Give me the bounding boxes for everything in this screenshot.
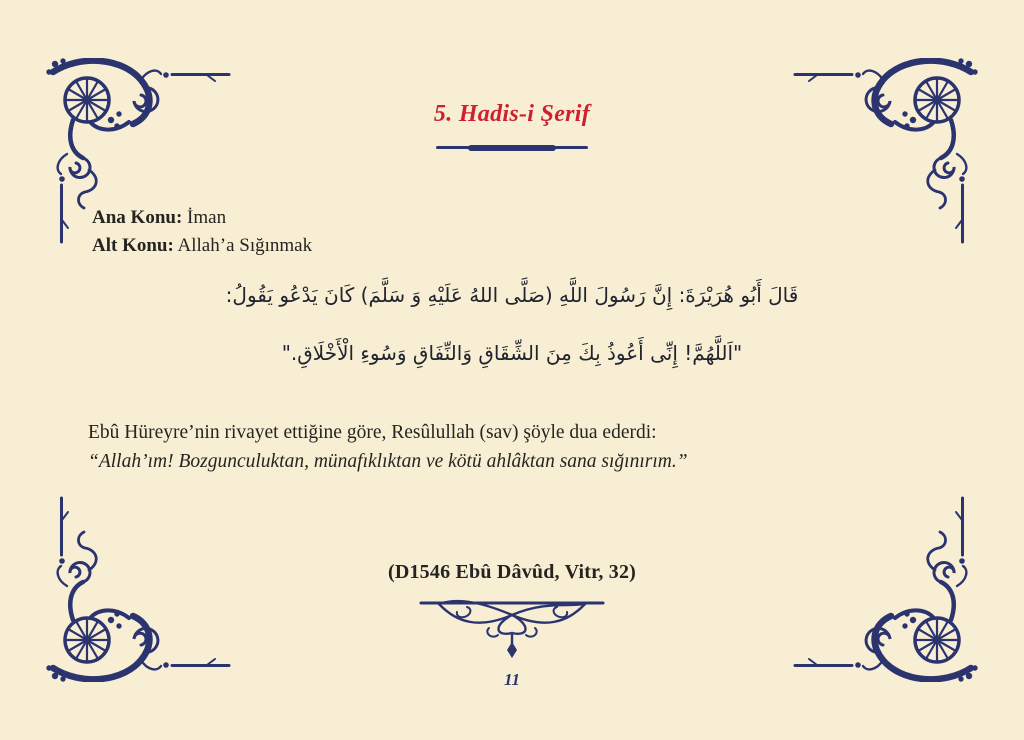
topic-block (92, 204, 312, 260)
translation-block (88, 419, 828, 476)
sub-topic-value: Allah’a Sığınmak (177, 235, 313, 256)
sub-topic-line (92, 232, 312, 260)
hadith-arabic-line-1: قَالَ أَبُو هُرَيْرَةَ: إِنَّ رَسُولَ اللَّهِ (صَلَّى اللهُ عَلَيْهِ وَ سَلَّمَ) كَانَ يَدْعُو يَقُولُ: (225, 283, 799, 307)
calligraphic-knot-divider-icon (417, 599, 607, 663)
corner-ornament-top-right-icon (789, 58, 979, 258)
page-number: 11 (503, 670, 521, 689)
hadith-arabic-line-2: "اَللَّهُمَّ! إِنِّى أَعُوذُ بِكَ مِنَ الشِّقَاقِ وَالنِّفَاقِ وَسُوءِ الْأَخْلَاقِ." (281, 341, 743, 365)
page-title: 5. Hadis-i Şerif (433, 101, 591, 127)
narration-text: Ebû Hüreyre’nin rivayet ettiğine göre, Resûlullah (sav) şöyle dua ederdi: (88, 422, 657, 443)
main-topic-label: Ana Konu: (92, 207, 183, 228)
sub-topic-label: Alt Konu: (92, 235, 174, 256)
title-divider-rule (436, 146, 588, 149)
translation-text: “Allah’ım! Bozgunculuktan, münafıklıktan ve kötü ahlâktan sana sığınırım.” (88, 450, 688, 472)
main-topic-line (92, 204, 312, 232)
source-citation: (D1546 Ebû Dâvûd, Vitr, 32) (387, 561, 637, 583)
main-topic-value: İman (187, 207, 227, 228)
